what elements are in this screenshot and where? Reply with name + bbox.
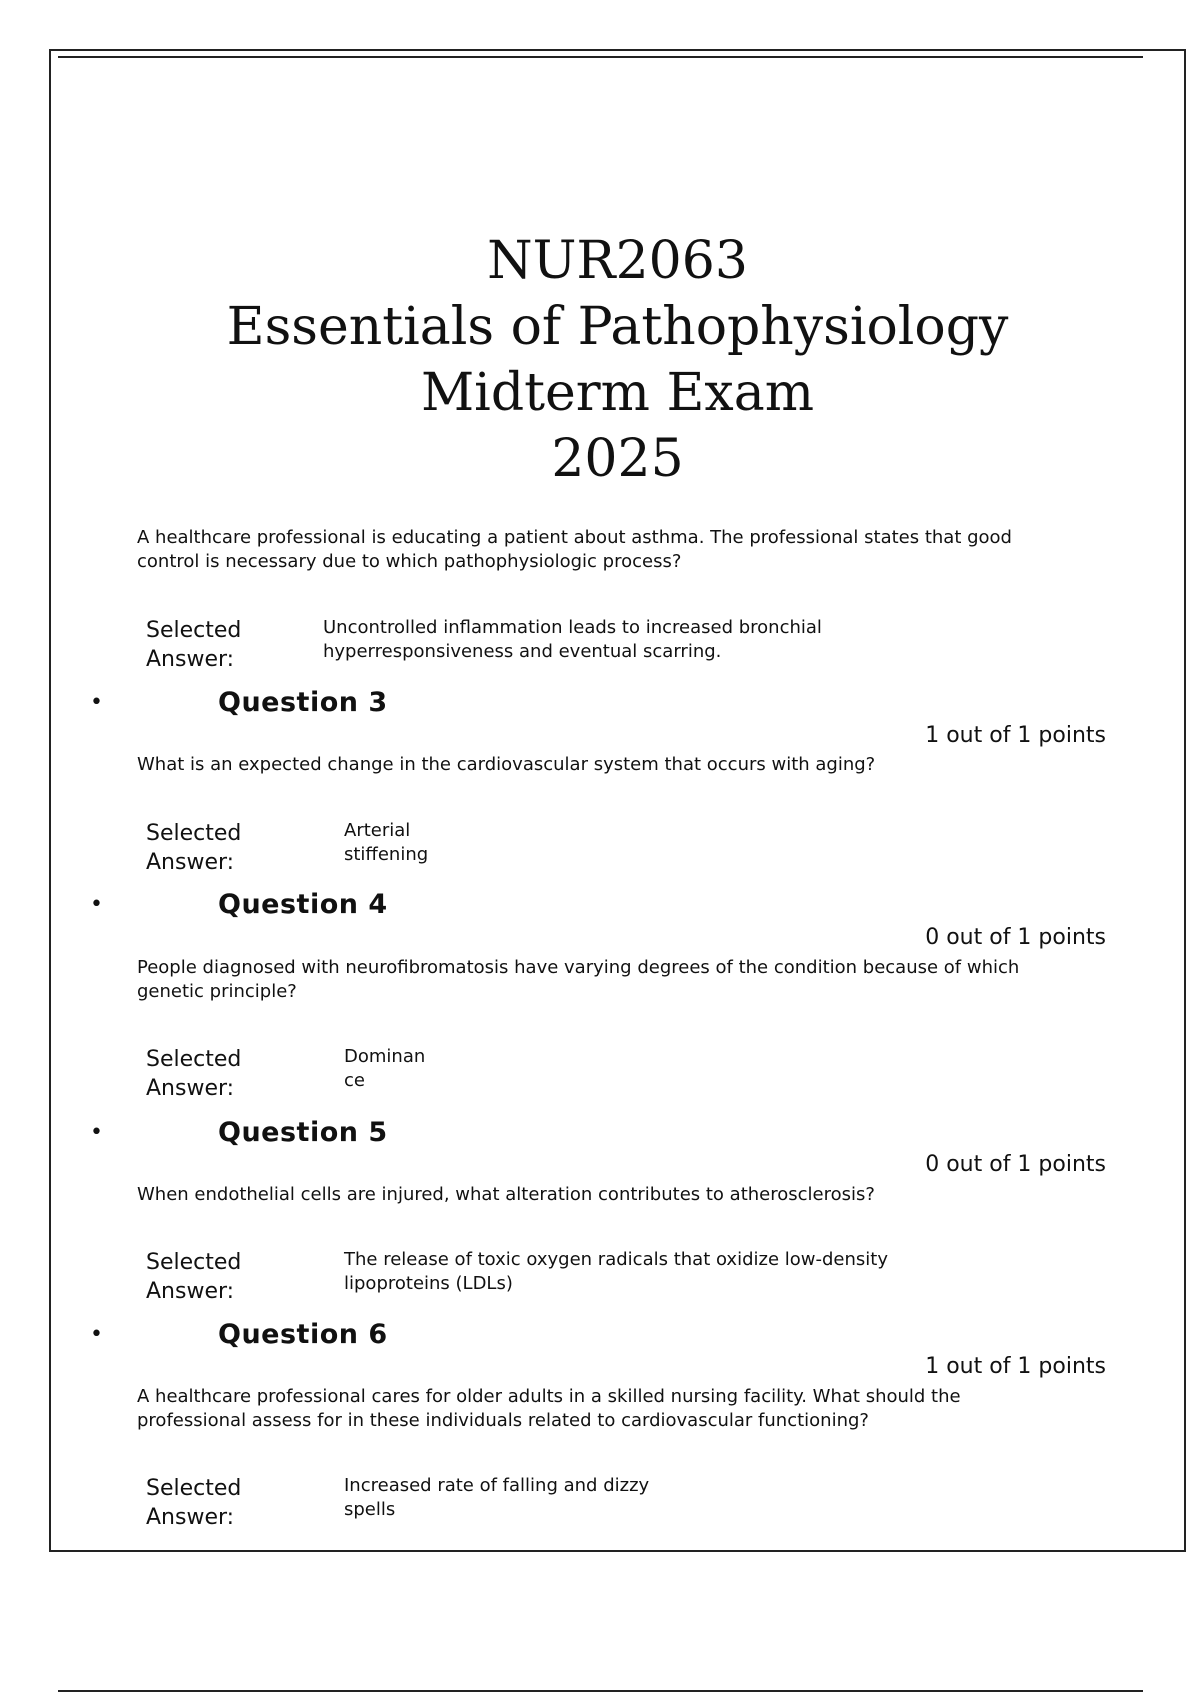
bullet: •	[90, 892, 103, 917]
question-5-points: 0 out of 1 points	[925, 1152, 1106, 1177]
bullet: •	[90, 1322, 103, 1347]
selected-answer-label: Selected Answer:	[146, 1047, 242, 1101]
title-year: 2025	[551, 429, 684, 489]
selected-answer-label: Selected Answer:	[146, 1476, 242, 1530]
title-exam: Midterm Exam	[420, 363, 815, 423]
selected-answer-3: Arterial stiffening	[344, 820, 429, 865]
bottom-rule	[58, 1690, 1143, 1692]
question-5-heading: Question 5	[218, 1117, 388, 1148]
question-4-text: People diagnosed with neurofibromatosis have varying degrees of the condition because of which genetic principle?	[137, 957, 1020, 1002]
selected-answer-label: Selected Answer:	[146, 821, 242, 875]
selected-answer-label: Selected Answer:	[146, 618, 242, 672]
question-3-text: What is an expected change in the cardiovascular system that occurs with aging?	[137, 754, 876, 775]
selected-answer-6: Increased rate of falling and dizzy spells	[344, 1475, 650, 1520]
selected-answer-5: The release of toxic oxygen radicals that oxidize low-density lipoproteins (LDLs)	[344, 1249, 888, 1294]
selected-answer-4: Dominan ce	[344, 1046, 426, 1091]
bullet: •	[90, 1120, 103, 1145]
question-5-text: When endothelial cells are injured, what alteration contributes to atherosclerosis?	[137, 1184, 875, 1205]
question-3-points: 1 out of 1 points	[925, 723, 1106, 748]
question-6-heading: Question 6	[218, 1319, 388, 1350]
title-course-name: Essentials of Pathophysiology	[226, 297, 1009, 357]
question-4-heading: Question 4	[218, 889, 388, 920]
question-text-intro: A healthcare professional is educating a patient about asthma. The professional states that good control is necessary due to which pathophysiologic process?	[137, 527, 1012, 572]
document-title	[49, 228, 1186, 492]
question-4-points: 0 out of 1 points	[925, 925, 1106, 950]
selected-answer-label: Selected Answer:	[146, 1250, 242, 1304]
bullet: •	[90, 690, 103, 715]
question-6-points: 1 out of 1 points	[925, 1354, 1106, 1379]
selected-answer-intro: Uncontrolled inflammation leads to increased bronchial hyperresponsiveness and eventual scarring.	[323, 617, 822, 662]
title-course-code: NUR2063	[487, 231, 748, 291]
question-6-text: A healthcare professional cares for older adults in a skilled nursing facility. What should the professional assess for in these individuals related to cardiovascular functioning?	[137, 1386, 961, 1431]
question-3-heading: Question 3	[218, 687, 388, 718]
